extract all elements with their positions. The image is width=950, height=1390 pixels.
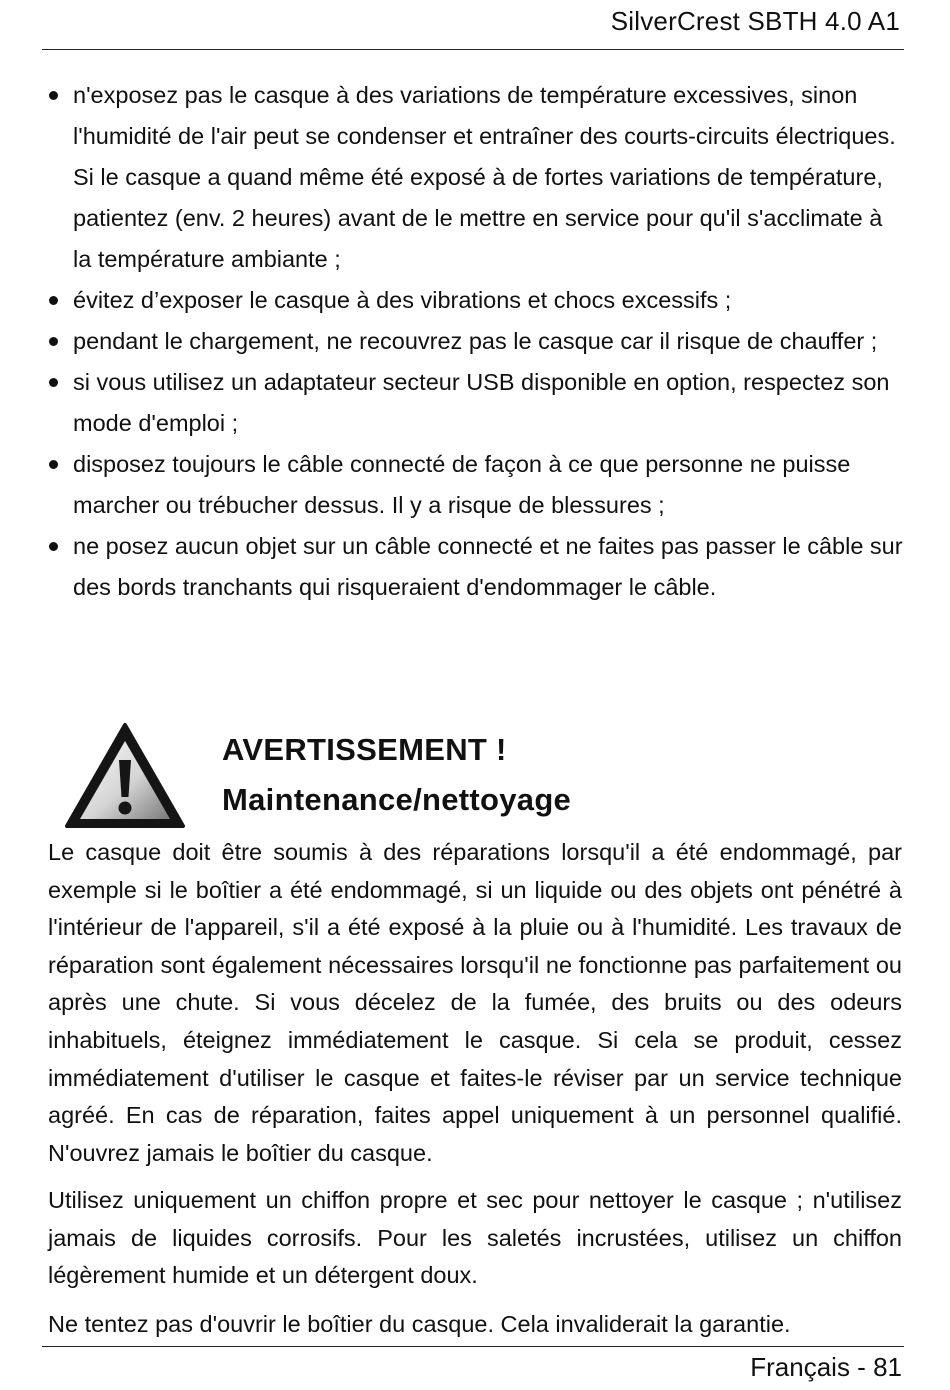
list-item-text: si vous utilisez un adaptateur secteur USB disponible en option, respectez son mode d'emploi ; (73, 369, 890, 436)
running-header-title: SilverCrest SBTH 4.0 A1 (610, 6, 900, 36)
bullet-icon (49, 91, 58, 100)
list-item (46, 321, 904, 362)
warning-title: AVERTISSEMENT ! (222, 732, 507, 767)
warning-heading (222, 725, 571, 825)
list-item (46, 444, 904, 526)
warranty-paragraph: Ne tentez pas d'ouvrir le boîtier du casque. Cela invaliderait la garantie. (48, 1311, 791, 1337)
bullet-icon (49, 296, 58, 305)
bullet-icon (49, 337, 58, 346)
warning-triangle-icon (64, 722, 186, 830)
bullet-icon (49, 542, 58, 551)
cleaning-paragraph: Utilisez uniquement un chiffon propre et sec pour nettoyer le casque ; n'utilisez jamais de liquides corrosifs. Pour les saletés incrustées, utilisez un chiffon légèrement humide et un détergent doux. (48, 1187, 902, 1289)
footer-rule (42, 1346, 904, 1347)
list-item-text: n'exposez pas le casque à des variations de température excessives, sinon l'humidité de l'air peut se condenser et entraîner des courts-circuits électriques. Si le casque a quand même été exposé à de fortes variations de température, patientez (env. 2 heures) avant de le mettre en service pour qu'il s'acclimate à la température ambiante ; (73, 82, 896, 272)
list-item-text: pendant le chargement, ne recouvrez pas le casque car il risque de chauffer ; (73, 328, 878, 354)
warning-subtitle: Maintenance/nettoyage (222, 782, 572, 817)
list-item (46, 280, 904, 321)
list-item-text: disposez toujours le câble connecté de façon à ce que personne ne puisse marcher ou trébucher dessus. Il y a risque de blessures ; (73, 451, 851, 518)
list-item-text: ne posez aucun objet sur un câble connecté et ne faites pas passer le câble sur des bords tranchants qui risqueraient d'endommager le câble. (73, 533, 903, 600)
safety-bullet-list (46, 75, 904, 608)
maintenance-paragraph: Le casque doit être soumis à des réparations lorsqu'il a été endommagé, par exemple si le boîtier a été endommagé, si un liquide ou des objets ont pénétré à l'intérieur de l'appareil, s'il a été exposé à la pluie ou à l'humidité. Les travaux de réparation sont également nécessaires lorsqu'il ne fonctionne pas parfaitement ou après une chute. Si vous décelez de la fumée, des bruits ou des odeurs inhabituels, éteignez immédiatement le casque. Si cela se produit, cessez immédiatement d'utiliser le casque et faites-le réviser par un service technique agréé. En cas de réparation, faites appel uniquement à un personnel qualifié. N'ouvrez jamais le boîtier du casque. (48, 839, 902, 1166)
list-item-text: évitez d’exposer le casque à des vibrations et chocs excessifs ; (73, 287, 732, 313)
list-item (46, 362, 904, 444)
bullet-icon (49, 460, 58, 469)
list-item (46, 526, 904, 608)
page-number: Français - 81 (750, 1352, 902, 1382)
list-item (46, 75, 904, 280)
header-rule (42, 49, 904, 50)
bullet-icon (49, 378, 58, 387)
